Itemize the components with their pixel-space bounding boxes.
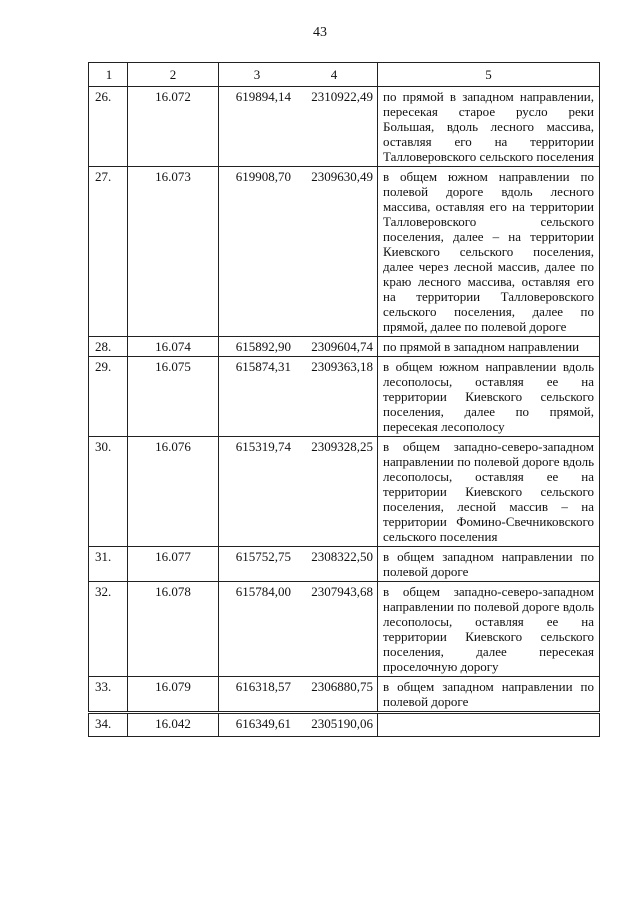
row-number: 27.	[89, 167, 128, 337]
y-coordinate: 2307943,68	[293, 582, 378, 677]
x-coordinate: 615752,75	[219, 547, 294, 582]
x-coordinate: 615874,31	[219, 357, 294, 437]
x-coordinate: 615784,00	[219, 582, 294, 677]
column-header-2: 2	[128, 63, 219, 87]
y-coordinate: 2309630,49	[293, 167, 378, 337]
boundary-description: в общем южном направлении вдоль лесополосы, оставляя ее на территории Киевского сельского поселения, далее по прямой, пересекая лесополосу	[378, 357, 600, 437]
row-number: 29.	[89, 357, 128, 437]
x-coordinate: 615319,74	[219, 437, 294, 547]
boundary-description: в общем южном направлении по полевой дороге вдоль лесного массива, оставляя его на территории Талловеровского сельского поселения, далее – на территории Киевского сельского поселения, далее через лесной массив, далее по краю лесного массива, оставляя его на территории Талловеровского сельского поселения, далее по прямой, далее по полевой дороге	[378, 167, 600, 337]
row-number: 33.	[89, 677, 128, 713]
page-number: 43	[313, 25, 327, 40]
boundary-points-table	[88, 62, 600, 737]
boundary-description: в общем западно-северо-западном направлении по полевой дороге вдоль лесополосы, оставляя ее на территории Киевского сельского поселения, лесной массив – на территории Фомино-Свечниковского сельского поселения	[378, 437, 600, 547]
table-row	[89, 713, 600, 737]
point-id: 16.074	[128, 337, 219, 357]
table-row	[89, 167, 600, 337]
row-number: 31.	[89, 547, 128, 582]
table-row	[89, 547, 600, 582]
point-id: 16.073	[128, 167, 219, 337]
x-coordinate: 619908,70	[219, 167, 294, 337]
table-row	[89, 87, 600, 167]
point-id: 16.075	[128, 357, 219, 437]
x-coordinate: 616349,61	[219, 713, 294, 737]
row-number: 28.	[89, 337, 128, 357]
row-number: 32.	[89, 582, 128, 677]
point-id: 16.078	[128, 582, 219, 677]
table-row	[89, 337, 600, 357]
table-row	[89, 357, 600, 437]
column-header-3: 3	[219, 63, 294, 87]
boundary-description: в общем западном направлении по полевой дороге	[378, 547, 600, 582]
column-header-4: 4	[293, 63, 378, 87]
x-coordinate: 619894,14	[219, 87, 294, 167]
boundary-description: по прямой в западном направлении, пересекая старое русло реки Большая, вдоль лесного массива, оставляя его на территории Талловеровского сельского поселения	[378, 87, 600, 167]
x-coordinate: 616318,57	[219, 677, 294, 713]
y-coordinate: 2305190,06	[293, 713, 378, 737]
table-header-row	[89, 63, 600, 87]
point-id: 16.077	[128, 547, 219, 582]
table-row	[89, 437, 600, 547]
y-coordinate: 2309604,74	[293, 337, 378, 357]
boundary-description: в общем западно-северо-западном направлении по полевой дороге вдоль лесополосы, оставляя ее на территории Киевского сельского поселения, далее пересекая проселочную дорогу	[378, 582, 600, 677]
boundary-description: в общем западном направлении по полевой дороге	[378, 677, 600, 713]
table-row	[89, 582, 600, 677]
boundary-description: по прямой в западном направлении	[378, 337, 600, 357]
boundary-description	[378, 713, 600, 737]
row-number: 30.	[89, 437, 128, 547]
point-id: 16.042	[128, 713, 219, 737]
point-id: 16.072	[128, 87, 219, 167]
row-number: 34.	[89, 713, 128, 737]
column-header-5: 5	[378, 63, 600, 87]
x-coordinate: 615892,90	[219, 337, 294, 357]
row-number: 26.	[89, 87, 128, 167]
y-coordinate: 2306880,75	[293, 677, 378, 713]
point-id: 16.076	[128, 437, 219, 547]
y-coordinate: 2309363,18	[293, 357, 378, 437]
point-id: 16.079	[128, 677, 219, 713]
y-coordinate: 2309328,25	[293, 437, 378, 547]
column-header-1: 1	[89, 63, 128, 87]
y-coordinate: 2308322,50	[293, 547, 378, 582]
table-row	[89, 677, 600, 713]
y-coordinate: 2310922,49	[293, 87, 378, 167]
